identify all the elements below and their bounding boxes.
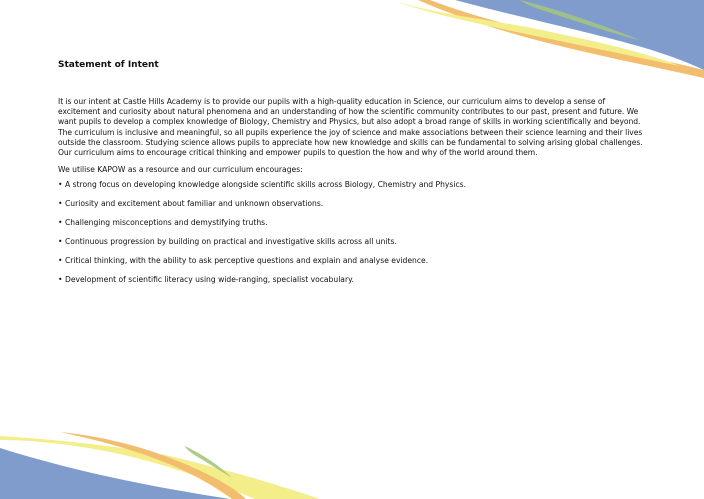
bottom-left-blue-wave bbox=[0, 448, 230, 499]
bottom-left-yellow-swoosh bbox=[0, 436, 320, 499]
bullet-text: Continuous progression by building on practical and investigative skills across all units. bbox=[65, 237, 397, 247]
bullet-icon: • bbox=[58, 256, 63, 266]
list-item bbox=[58, 256, 648, 266]
bullet-icon: • bbox=[58, 237, 63, 247]
list-item bbox=[58, 199, 648, 209]
bullet-icon: • bbox=[58, 180, 63, 190]
bullet-text: Critical thinking, with the ability to ask perceptive questions and explain and analyse evidence. bbox=[65, 256, 429, 266]
top-right-yellow-swoosh bbox=[392, 0, 680, 66]
statement-of-intent-document bbox=[58, 60, 648, 294]
lead-sentence: We utilise KAPOW as a resource and our curriculum encourages: bbox=[58, 165, 303, 175]
bullet-text: Curiosity and excitement about familiar and unknown observations. bbox=[65, 199, 324, 209]
bullet-text: Development of scientific literacy using wide-ranging, specialist vocabulary. bbox=[65, 275, 354, 285]
bullet-text: Challenging misconceptions and demystifying truths. bbox=[65, 218, 268, 228]
list-item bbox=[58, 218, 648, 228]
bullet-icon: • bbox=[58, 199, 63, 209]
document-title: Statement of Intent bbox=[58, 60, 159, 70]
bullet-icon: • bbox=[58, 218, 63, 228]
list-item bbox=[58, 275, 648, 285]
bullet-icon: • bbox=[58, 275, 63, 285]
list-item bbox=[58, 237, 648, 247]
curriculum-bullet-list bbox=[58, 180, 648, 285]
top-right-green-swoosh bbox=[520, 0, 640, 40]
bottom-left-orange-swoosh bbox=[60, 432, 246, 499]
bullet-text: A strong focus on developing knowledge alongside scientific skills across Biology, Chemistry and Physics. bbox=[65, 180, 467, 190]
intro-paragraph: It is our intent at Castle Hills Academy is to provide our pupils with a high-quality education in Science, our curriculum aims to develop a sense of excitement and curiosity about natural phenomena and an understanding of how the scientific community contributes to our past, present and future. We want pupils to develop a complex knowledge of Biology, Chemistry and Physics, but also adopt a broad range of skills in working scientifically and beyond. The curriculum is inclusive and meaningful, so all pupils experience the joy of science and make associations between their science learning and their lives outside the classroom. Studying science allows pupils to appreciate how new knowledge and skills can be fundamental to solving arising global challenges. Our curriculum aims to encourage critical thinking and empower pupils to question the how and why of the world around them. bbox=[58, 97, 643, 158]
bottom-left-green-swoosh bbox=[185, 446, 232, 478]
list-item bbox=[58, 180, 648, 190]
